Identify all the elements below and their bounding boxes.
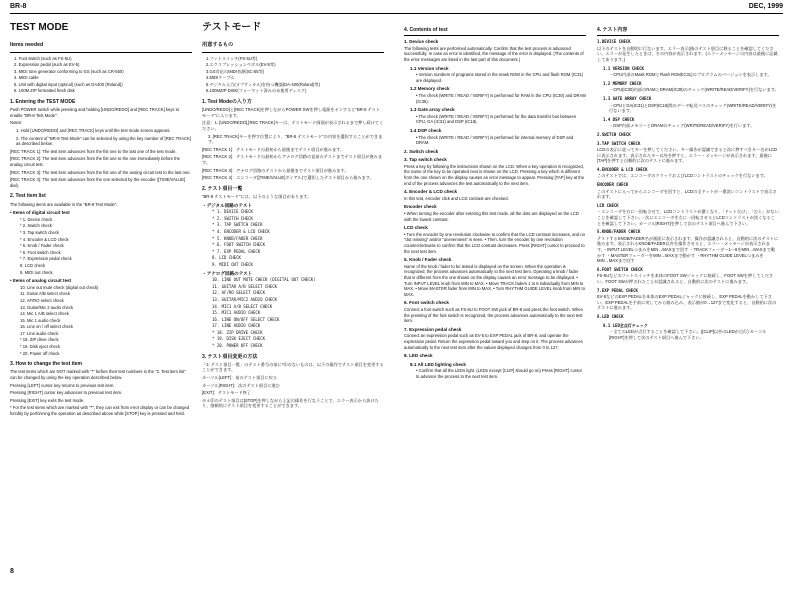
list-item: 4.MIDIケーブル: [206, 75, 235, 81]
test-item: [404, 189, 586, 201]
test-item-text: ・CPUとGA(IC31)とDSP(IC18)間のデータ転送バスのチェック(WRITE/READ/VERIFY)を行ないます。: [609, 102, 777, 114]
test-item-title: 1. Device check: [404, 39, 439, 45]
list-item: 9. MIDI out check: [20, 269, 53, 275]
test-item-text: • When turning the encoder after entering this test mode, all the dots are displayed on the LCD with the lowest contrast.: [404, 211, 579, 222]
rec-key-desc: [REC TRACK 2]: The test item advances from the fist one to the one immediately before the analog circuit test.: [10, 156, 180, 168]
list-item: 2. Expression pedal (such as EV-5): [14, 62, 80, 68]
section-heading: 2. テスト項目一覧: [202, 185, 243, 192]
test-item: [597, 141, 779, 164]
test-item-title: 4.ENCODER & LCD CHECK: [597, 166, 648, 172]
list-item: * 4. ENCODER & LCD CHECK: [212, 228, 270, 234]
section-heading: 4. Contents of test: [404, 27, 448, 33]
list-item: 9. MIDI OUT CHECK: [212, 261, 253, 267]
list-item: 8. LCD check: [20, 262, 46, 268]
list-heading: ・デジタル回路のテスト: [202, 202, 253, 208]
list-item: * 2. Switch check: [20, 223, 52, 229]
note: 1. Hold [UNDO/REDO] and [REC TRACK] keys until the test mode screen appears.: [16, 128, 171, 134]
list-item: * 19. DISK EJECT CHECK: [212, 336, 265, 342]
test-item: [410, 128, 586, 146]
date-label: DEC, 1999: [748, 3, 783, 10]
test-item: [404, 149, 586, 155]
test-item: [603, 117, 779, 129]
list-item: 1. Foot switch (such as FS-5U): [14, 55, 72, 61]
divider: [10, 52, 192, 53]
test-item-title: 1.1 Version check: [410, 65, 449, 71]
test-item: [603, 323, 779, 341]
test-item-title: 2.SWITCH CHECK: [597, 131, 631, 137]
test-item-title: 1.DEVICE CHECK: [597, 39, 631, 45]
test-item-text: • The check (WRITE / READ / VERIFY) is performed for RAM in the CPU (IC30) and DRAM (IC35).: [416, 92, 586, 104]
list-item: 15. MIC1 AUDIO CHECK: [212, 310, 261, 316]
test-item-title: 5. Knob / Fader check: [404, 257, 452, 263]
section-heading: 3. How to change the test item: [10, 361, 82, 368]
page-title: TEST MODE: [10, 22, 69, 33]
test-item-text: ・全てのLEDが点灯することを確認して下さい。([CLIP]以外のLEDが点灯) カーソル[RIGHT]を押して次のテスト項目へ進んで下さい。: [609, 329, 767, 340]
list-item: * 5. KNOB/FADER CHECK: [212, 235, 263, 241]
list-item: 11. GUITAR A/B SELECT CHECK: [212, 283, 278, 289]
column-japanese-right: [597, 22, 779, 342]
test-item-title: 5.KNOB/FADER CHECK: [597, 229, 641, 235]
test-item-title: 3.TAP SWITCH CHECK: [597, 140, 641, 146]
test-item-text: LCDの表示に従ってキーを押してください。キー操作が認識できると次に押すべきキー名がLCDに表示されます。表示されたキー以外を押すと、エラー・メッセージが表示されます。最後に[TAP]を押すと自動的に次のテストに進みます。: [597, 147, 777, 164]
note: 2. [REC TRACK]キーを押す位置により、"BR-8 テストモード"の内容を選択することができます。: [208, 133, 383, 145]
test-item: [603, 66, 779, 78]
test-item-title: 8.1 LED全点灯チェック: [603, 322, 648, 328]
list-item: * 5. Knob / Fader check: [20, 243, 64, 249]
column-japanese-left: [202, 22, 384, 411]
list-item: 16. LINE ON/OFF SELECT CHECK: [212, 316, 280, 322]
test-item-title: 1.3 Gate array check: [410, 107, 455, 113]
list-item: * 3. TAP SWITCH CHECK: [212, 222, 263, 228]
list-item: 6.100MZIP DISK(フォーマット済みの未使用ディスク): [206, 88, 307, 94]
rec-key-desc: [REC TRACK 1]：テストモードの最初から最後までテスト項目が進みます。: [202, 146, 345, 152]
test-item-text: テストするKNOB/FADER名が画面に表示されます。操作が認識されると、自動的に次のテストに進みます。表示されるKNOB/FADER以外を操作させると、エラー・メッセージが表示されます。・INPUT LEVELつまみをMIN→MAXまで回す ・TRACKフェーダー1〜8をMIN→MAXまで動かす ・MASTERフェーダーをMIN→MAXまで動かす ・RHYTHM GUIDE LEVELつまみをMIN→MAXまで回す: [597, 235, 779, 264]
test-item: [597, 288, 779, 311]
rec-key-desc: [REC TRACK 1]: The test item advances from the fist one to the last one of the test mode.: [10, 148, 177, 154]
test-item: [597, 167, 779, 179]
paragraph: "BR-8 テストモード"には、以下のような項目があります。: [202, 194, 312, 199]
test-item: [603, 96, 779, 114]
key-desc: カーソル[LEFT]：前のテスト項目に戻る: [202, 375, 278, 381]
test-item: [597, 132, 779, 138]
column-english-left: [10, 22, 192, 419]
test-item-text: • Turn the encoder by one revolution clockwise to confirm that the LCD contrast increases, and no "dot missing" and/or "unevenness" is seen. • Then, turn the encoder by one revolution counterclockwise to confirm that the LCD contrast decreases. Press [RIGHT] cursor to proceed to the next test item.: [404, 231, 585, 254]
divider: [202, 52, 384, 53]
rec-key-desc: [REC TRACK 3]：アナログ回路のテストから最後までテスト項目が進みます。: [202, 167, 349, 173]
paragraph: 「2. テスト項目一覧」のテスト番号の前に*印のないものは、以下の操作でテスト項目を変更することができます。: [202, 361, 384, 373]
list-item: 1.フットスイッチ(FS-5U等): [206, 55, 258, 61]
test-item-text: Connect a foot switch such as FS-5U to FOOT SW jack of BR-8 and press the foot switch. When the pressing of the foot switch is recognized, the process advances automatically to the next test item.: [404, 306, 583, 324]
list-item: * 4. Encoder & LCD check: [20, 236, 69, 242]
test-item-title: 1.4 DSP check: [410, 127, 442, 133]
page-number: 8: [10, 568, 14, 575]
test-item-title: 1.3 GATE ARRAY CHECK: [603, 95, 652, 101]
list-item: * 7. Expression pedal check: [20, 256, 72, 262]
list-item: * 2. SWITCH CHECK: [212, 215, 253, 221]
test-item: [404, 39, 586, 62]
list-item: * 3. Tap switch check: [20, 229, 60, 235]
test-item-text: In this test, encoder click and LCD contrast are checked.: [404, 195, 509, 201]
test-item-title: 7.EXP PEDAL CHECK: [597, 287, 638, 293]
test-item-title: 8.LED CHECK: [597, 313, 624, 319]
list-item: * 1. DEVICE CHECK: [212, 209, 253, 215]
test-item-title: 6. Foot switch check: [404, 300, 449, 306]
note: ※＊印のテスト項目は[STOP]を押しながら上記の操作を行なうことで、エラー表示から抜けたり、強制的にテスト項目を変更することができます。: [202, 397, 379, 409]
test-item-title: ENCODER CHECK: [597, 182, 629, 188]
items-needed-heading: Items needed: [10, 42, 44, 48]
section-heading: 1. Test Modeの入り方: [202, 99, 252, 106]
list-item: * 6. FOOT SWITCH CHECK: [212, 242, 265, 248]
page-title-jp: テストモード: [202, 22, 262, 33]
list-heading: • Items of digital circuit test: [10, 210, 70, 216]
test-item-title: 4. Encoder & LCD check: [404, 189, 458, 195]
test-item: [597, 203, 779, 226]
test-item-title: Encoder check: [404, 204, 437, 210]
test-item: [404, 353, 586, 359]
list-item: 13. Guitar/Mic 2 audio check: [20, 304, 74, 310]
test-item-text: EV-5などのEXP PEDALを本体のEXP PEDALジャックに接続し、EXP PEDALを動かして下さい。EXP PEDALを手前に戻してから踏み込み、表示値が0→127まで変化すると、自動的に次のテストに進みます。: [597, 294, 777, 311]
page-header: [0, 0, 793, 16]
test-item-title: 3. Tap switch check: [404, 157, 447, 163]
paragraph: [UNDO/REDO]と[REC TRACK]を押しながらPOWER SWを押し電源をオンすると"BR-8 テストモード"に入ります。: [202, 107, 381, 118]
header-rule: [10, 13, 783, 14]
rec-key-desc: [REC TRACK 2]：テストモードの最初からアナログ回路の直前のテストまでテスト項目が進みます。: [202, 154, 383, 166]
test-item-text: このテストに入ってからエンコーダを回すと、LCDの全ドットが一番淡いコントラストで表示されます。: [597, 188, 777, 200]
list-item: 12. AF/RO select check: [20, 297, 64, 303]
items-heading-jp: 用意するもの: [202, 42, 234, 48]
test-item-text: • Confirm that all the LEDs light. (LEDs except [CLIP] should go on) Press [RIGHT] cursor to advance the process to the next test item.: [416, 368, 583, 379]
list-item: 8. LCD CHECK: [212, 255, 241, 261]
test-item: [404, 257, 586, 297]
section-heading: 4. テスト内容: [597, 27, 628, 33]
list-item: 3. MIDI tone generator conforming to GS (such as CR-550): [14, 68, 124, 74]
list-item: 3.GS対応のMIDI音源(SC-55等): [206, 68, 265, 74]
test-item: [404, 300, 586, 323]
list-item: 10. Line out mute check (digital out check): [20, 284, 99, 290]
divider: [597, 35, 779, 36]
list-item: * 18. ZIP DRIVE CHECK: [212, 329, 263, 335]
list-item: * 18. ZIP drive check: [20, 337, 59, 343]
test-item-text: ・CPU内部のMask ROMとFlash ROM(IC31)のプログラムのバージョンを表示します。: [609, 72, 772, 78]
test-item-title: 1.1 VERSION CHECK: [603, 65, 644, 71]
key-desc: カーソル[RIGHT]：次のテスト項目に進む: [202, 382, 280, 388]
test-item: [404, 204, 586, 222]
paragraph: The test items which are NOT marked with "*" before their test numbers in the "2. Test item list" can be changed by using the key operation described below.: [10, 369, 186, 381]
list-item: 5. Unit with digital input (optical) (such as DA400 (Roland)): [14, 81, 123, 87]
list-item: 14. MIC1 A/B SELECT CHECK: [212, 303, 273, 309]
key-desc: [EXIT]：テストモード終了: [202, 390, 251, 396]
test-item-title: 6.FOOT SWITCH CHECK: [597, 266, 643, 272]
list-heading: • Items of analog circuit test: [10, 278, 72, 284]
list-item: 10. LINE OUT MUTE CHECK (DIGITAL OUT CHECK): [212, 277, 316, 283]
list-item: 14. Mic 1 A/B select check: [20, 311, 69, 317]
test-item-text: ・DSP内部メモリーとDRAMのチェック(WRITE/READ/VERIFY)を行います。: [609, 123, 755, 129]
test-item: [603, 81, 779, 93]
paragraph: Push POWER switch while pressing and holding [UNDO/REDO] and [REC TRACK] keys to enable "BR-8 Test Mode".: [10, 107, 180, 118]
test-item-text: Press a key by following the instructions shown on the LCD. When a key operation is recognized, the name of the key to be operated next is shown on the LCD. Pressing a key which is different from the one shown on the display causes an error message to appear. Pressing [TAP] key at the end of the process advances the test automatically to the next item.: [404, 163, 585, 186]
test-item-title: 7. Expression pedal check: [404, 326, 462, 332]
divider: [404, 35, 586, 36]
test-item: [597, 314, 779, 320]
rec-key-desc: [REC TRACK 4]：エンコーダ([TIME/VALUE]ダイアル)で選択したテスト項目から進みます。: [202, 175, 374, 181]
list-item: 6. 100M ZIP formatted fresh disk: [14, 88, 75, 94]
test-item-text: • The check (WRITE / READ / VERIFY) is performed for the data transfer bus between CPU, GA (IC31) and DSP (IC18).: [416, 113, 577, 125]
test-item-text: ・エンコーダを右に一回転させて、LCDコントラストが濃くなり、「ドット欠け」、「むら」がないことを確認して下さい。・次にエンコーダを左に一回転させるとLCDコントラストが淡くなることを確認して下さい。カーソル[RIGHT]を押して次のテスト項目へ進んで下さい。: [597, 209, 779, 226]
list-item: * 20. Power off check: [20, 350, 60, 356]
test-item-title: LCD check: [404, 225, 428, 231]
test-item: [597, 229, 779, 264]
note: 注意：1. [UNDO/REDO],[REC TRACK]キーは、テストモード画面が表示されるまで押し続けてください。: [202, 120, 384, 132]
test-item: [410, 66, 586, 84]
test-item-text: • Version numbers of programs stored in the mask ROM in the CPU and flash ROM (IC31) are displayed.: [416, 72, 584, 83]
list-item: 12. AF/RO SELECT CHECK: [212, 290, 265, 296]
test-item-text: • The check (WRITE / READ / VERIFY) is performed for internal memory of DSP and DRAM.: [416, 134, 574, 146]
list-item: 5.デジタル入力(オプティカル)を持つ機器(DA-400(Roland)等): [206, 81, 320, 87]
test-item-title: 2. Switch check: [404, 148, 439, 154]
list-item: 2.エクスプレッションペダル(EV-5等): [206, 62, 276, 68]
list-item: * 1. Device check: [20, 216, 53, 222]
test-item: [597, 182, 779, 200]
test-item-title: 1.2 MEMORY CHECK: [603, 80, 642, 86]
test-item-text: FS-5Uなどのフットスイッチを本体のFOOT SWジャックに接続し、FOOT SWを押してください。FOOT SWが押されたことが認識されると、自動的に次のテストに進みます。: [597, 273, 774, 284]
test-item: [404, 157, 586, 186]
test-item: [404, 327, 586, 350]
test-item: [597, 39, 779, 62]
notes-label: Notes:: [10, 120, 23, 126]
rec-key-desc: [REC TRACK 3]: The test item advances from the fist one of the analog circuit test to the last one.: [10, 169, 191, 175]
test-item: [410, 362, 586, 380]
section-heading: 1. Entering the TEST MODE: [10, 99, 76, 106]
rec-key-desc: [REC TRACK 4]: The test item advances from the one selected by the encoder ([TIME/VALUE] dial).: [10, 177, 186, 188]
test-item: [410, 107, 586, 125]
list-item: 15. Mic 1 audio check: [20, 317, 61, 323]
key-desc: Pressing [LEFT] cursor key returns to previous test item.: [10, 382, 115, 388]
list-item: * 20. POWER OFF CHECK: [212, 343, 263, 349]
list-item: 16. Line on / off select check: [20, 324, 73, 330]
test-item-title: 8.1 All LED lighting check: [410, 361, 466, 367]
test-item-title: 1.2 Memory check: [410, 86, 450, 92]
test-item: [404, 225, 586, 254]
test-item-text: The following tests are performed automatically. Confirm that the test process is advanced successfully. In case an error is identified, the message of the error is displayed. (The contents of the error messages are listed in the last part of this document.): [404, 45, 584, 62]
list-item: 4. MIDI cable: [14, 75, 39, 81]
section-heading: 2. Test item list: [10, 193, 46, 200]
test-item-text: このテストでは、エンコーダのクリックおよびLCDコントラストのチェックを行ないます。: [597, 173, 768, 179]
column-english-right: [404, 22, 586, 381]
test-item-title: 1.4 DSP CHECK: [603, 116, 635, 122]
list-item: 13. GUITAR/MIC2 AUDIO CHECK: [212, 296, 278, 302]
paragraph: The following items are available in the "BR-8 Test Mode".: [10, 201, 118, 207]
note: 2. The content of "BR-8 Test Mode" can be selected by using the key number of [REC TRACK] as described below.: [16, 135, 191, 147]
list-item: * 19. Disk eject check: [20, 344, 61, 350]
note: * For the test items which are marked with "*", they can exit from error display or can be changed forcibly by performing the operation as described above while [STOP] key is pressed and held.: [10, 405, 190, 417]
test-item-text: ・CPU(IC30)内部のRAMとDRAM(IC35)のチェック(WRITE/READ/VERIFY)を行ないます。: [609, 87, 779, 93]
list-item: 17. Line audio check: [20, 330, 59, 336]
section-heading: 3. テスト項目変更の方法: [202, 353, 258, 360]
key-desc: Pressing [EXIT] key exits the test mode.: [10, 397, 85, 403]
list-item: * 7. EXP PEDAL CHECK: [212, 248, 261, 254]
test-item-title: LCD CHECK: [597, 202, 619, 208]
test-item-text: Name of the knob / fader to be tested is displayed on the screen. When the operation is recognized, the process advances automatically to the next test item. Operating a knob / fader that is different from the one shown on the display causes an error message to be displayed. • Turn INPUT LEVEL knob from MIN to MAX. • Move TRACK faders 1 to 8 individually from MIN to MAX. • Move MASTER fader from MIN to MAX. • Turn RHYTHM GUIDE LEVEL knob from MIN to MAX.: [404, 263, 586, 297]
model-label: BR-8: [10, 3, 27, 10]
test-item: [597, 267, 779, 285]
test-item: [410, 86, 586, 104]
list-item: 17. LINE AUDIO CHECK: [212, 323, 261, 329]
list-item: 11. Guitar A/B select check: [20, 291, 70, 297]
test-item-title: 8. LED check: [404, 353, 433, 359]
list-heading: ・アナログ回路のテスト: [202, 270, 253, 276]
key-desc: Pressing [RIGHT] cursor key advances to previous test item.: [10, 390, 123, 396]
test-item-text: Connect an expression pedal such as EV-5 to EXP PEDAL jack of BR-8, and operate the expression pedal. Return the expression pedal toward you and step on it. The process advances automatically to the next test item after the values displayed changes from 0 to 127.: [404, 333, 583, 350]
test-item-text: 以下のテストを自動的に行ないます。エラー表示(後のテスト項目に移ることを確認してください。エラーが発生したときは、その内容が表示されます。(エラーメッセージの内容は最後に記載してあります。): [597, 45, 778, 62]
list-item: * 6. Foot switch check: [20, 249, 61, 255]
